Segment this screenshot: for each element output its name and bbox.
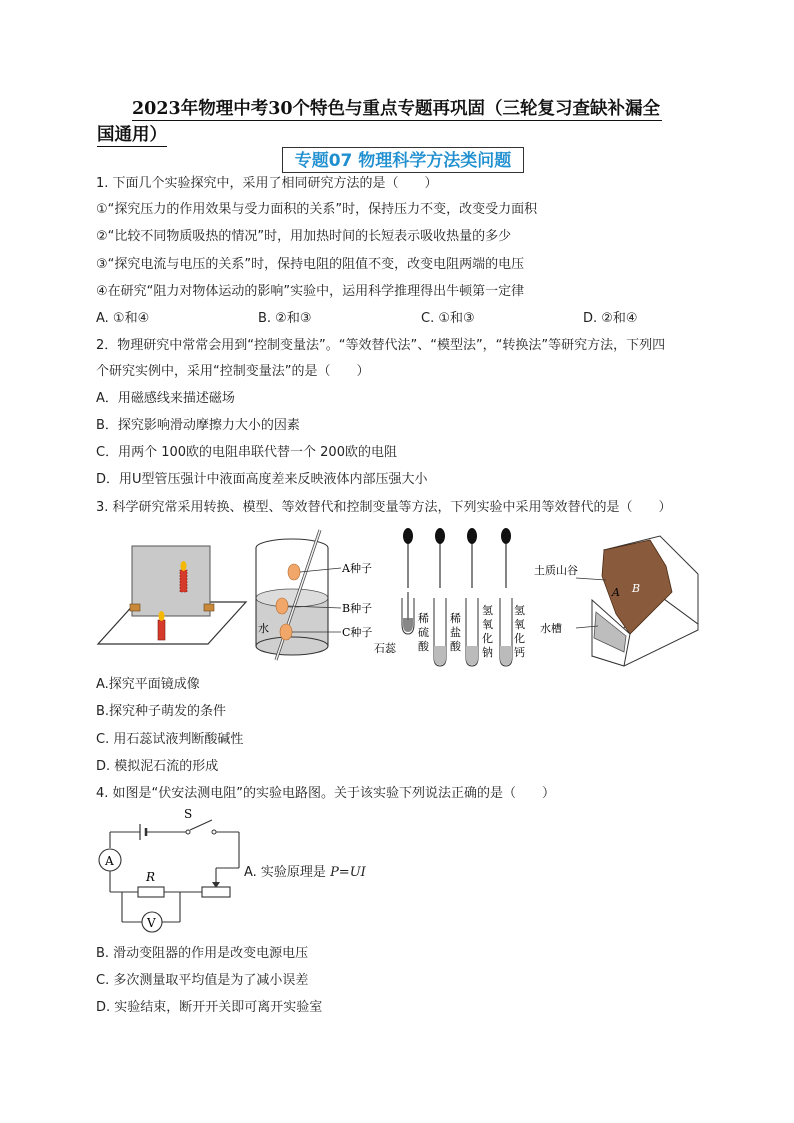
- q1-item-4: ④在研究“阻力对物体运动的影响”实验中，运用科学推理得出牛顿第一定律: [96, 284, 525, 299]
- q1-item-2: ②“比较不同物质吸热的情况”时，用加热时间的长短表示吸收热量的多少: [96, 229, 512, 244]
- title-line-1: 2023年物理中考30个特色与重点专题再巩固（三轮复习查缺补漏全: [132, 95, 662, 121]
- q3-option-c: C. 用石蕊试液判断酸碱性: [96, 732, 244, 747]
- label-litmus: 石蕊: [374, 642, 396, 655]
- q1-item-3: ③“探究电流与电压的关系”时，保持电阻的阻值不变，改变电阻两端的电压: [96, 257, 525, 272]
- circuit-diagram: [94, 808, 246, 938]
- q1-item-1: ①“探究压力的作用效果与受力面积的关系”时，保持压力不变，改变受力面积: [96, 202, 538, 217]
- q4-option-b: B. 滑动变阻器的作用是改变电源电压: [96, 946, 309, 961]
- plane-mirror-figure: [96, 540, 248, 648]
- label-ammeter: A: [105, 854, 114, 868]
- q4-option-d: D. 实验结束，断开开关即可离开实验室: [96, 1000, 323, 1015]
- q1-option-c: C. ①和③: [421, 311, 475, 326]
- label-a: A: [612, 586, 620, 599]
- label-seed-c: C种子: [342, 626, 373, 639]
- topic-heading: 专题07 物理科学方法类问题: [282, 147, 524, 173]
- document-title: [97, 95, 700, 147]
- label-voltmeter: V: [147, 916, 156, 930]
- q2-stem-line-1: 2．物理研究中常常会用到“控制变量法”。“等效替代法”、“模型法”，“转换法”等研究方法，下列四: [96, 338, 666, 353]
- title-line-2: 国通用）: [97, 121, 167, 147]
- q3-stem: 3. 科学研究常采用转换、模型、等效替代和控制变量等方法，下列实验中采用等效替代的是（ ）: [96, 500, 672, 515]
- q2-stem-line-2: 个研究实例中，采用“控制变量法”的是（ ）: [96, 364, 370, 379]
- q4-option-a: [244, 864, 366, 882]
- q3-option-a: A.探究平面镜成像: [96, 677, 200, 692]
- q3-option-d: D. 模拟泥石流的形成: [96, 759, 219, 774]
- label-b: B: [632, 582, 641, 595]
- label-seed-b: B种子: [342, 602, 373, 615]
- label-tube-3: 氢氧化钠: [482, 604, 493, 659]
- litmus-test-figure: [370, 526, 530, 672]
- q4-option-a-formula: P=UI: [330, 865, 366, 880]
- label-tube-1: 稀硫酸: [418, 612, 429, 653]
- q2-option-c: C．用两个 100欧的电阻串联代替一个 200欧的电阻: [96, 445, 397, 460]
- q2-option-d: D．用U型管压强计中液面高度差来反映液体内部压强大小: [96, 472, 428, 487]
- q3-option-b: B.探究种子萌发的条件: [96, 704, 227, 719]
- q2-option-a: A．用磁感线来描述磁场: [96, 391, 235, 406]
- seed-germination-figure: [252, 528, 382, 668]
- q4-option-a-text: A. 实验原理是: [244, 865, 331, 880]
- q1-option-b: B. ②和③: [258, 311, 312, 326]
- q2-option-b: B．探究影响滑动摩擦力大小的因素: [96, 418, 300, 433]
- label-seed-a: A种子: [342, 562, 372, 575]
- q1-stem: 1. 下面几个实验探究中，采用了相同研究方法的是（ ）: [96, 176, 438, 191]
- debris-flow-figure: [532, 530, 702, 670]
- label-water: 水: [258, 622, 269, 635]
- label-switch: S: [184, 808, 193, 821]
- q4-option-c: C. 多次测量取平均值是为了减小误差: [96, 973, 309, 988]
- q4-stem: 4. 如图是“伏安法测电阻”的实验电路图。关于该实验下列说法正确的是（ ）: [96, 786, 556, 801]
- q1-option-d: D. ②和④: [583, 311, 638, 326]
- q1-option-a: A. ①和④: [96, 311, 150, 326]
- label-valley: 土质山谷: [534, 564, 578, 577]
- label-resistor: R: [146, 870, 156, 884]
- label-tube-2: 稀盐酸: [450, 612, 461, 653]
- label-tube-4: 氢氧化钙: [514, 604, 525, 659]
- label-trough: 水槽: [540, 622, 562, 635]
